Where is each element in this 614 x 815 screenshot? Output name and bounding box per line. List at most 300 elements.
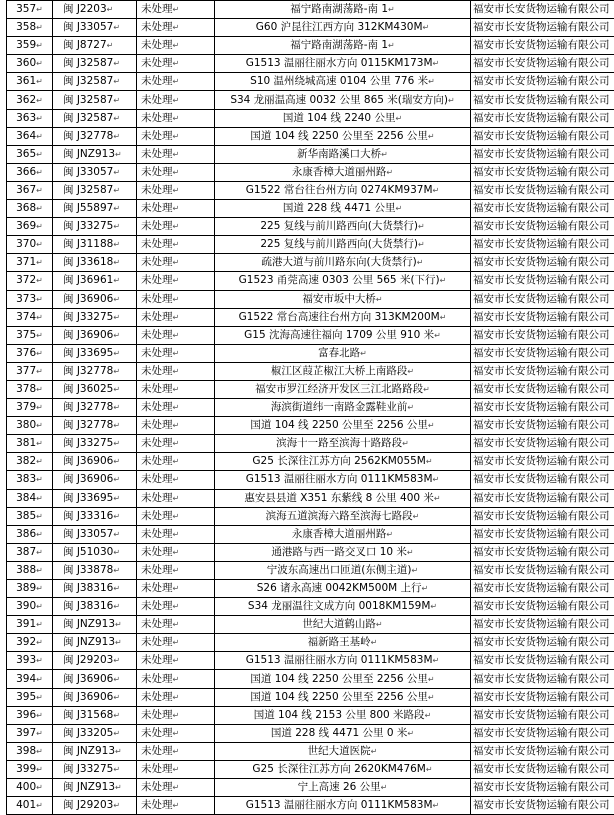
cell-end-mark-icon: ↵: [36, 222, 43, 231]
plate-number-cell: [53, 308, 137, 326]
row-number-cell: [7, 344, 53, 362]
status-cell-text: 未处理: [141, 691, 173, 703]
company-cell-text: 福安市长安货物运输有限公司: [473, 166, 610, 178]
table-row: [7, 507, 614, 525]
table-row: [7, 399, 614, 417]
cell-end-mark-icon: ↵: [388, 41, 395, 50]
row-number-cell: [7, 109, 53, 127]
plate-number-cell: [53, 91, 137, 109]
cell-end-mark-icon: ↵: [36, 403, 43, 412]
row-number-cell: [7, 598, 53, 616]
plate-number-cell-text: 闽 J31188: [63, 238, 113, 250]
row-number-cell-text: 365: [16, 148, 36, 160]
cell-end-mark-icon: ↵: [36, 693, 43, 702]
cell-end-mark-icon: ↵: [115, 783, 122, 792]
violation-table: [6, 0, 614, 815]
row-number-cell: [7, 435, 53, 453]
location-cell: [215, 489, 471, 507]
plate-number-cell: [53, 272, 137, 290]
company-cell: [471, 91, 614, 109]
location-cell: [215, 236, 471, 254]
table-row: [7, 779, 614, 797]
company-cell: [471, 580, 614, 598]
cell-end-mark-icon: ↵: [36, 602, 43, 611]
status-cell-text: 未处理: [141, 202, 173, 214]
cell-end-mark-icon: ↵: [36, 5, 43, 14]
location-cell-text: 福安市坂中大桥: [302, 293, 376, 305]
row-number-cell: [7, 453, 53, 471]
status-cell: [137, 1, 215, 19]
row-number-cell: [7, 37, 53, 55]
company-cell: [471, 760, 614, 778]
plate-number-cell-text: 闽 J32587: [63, 94, 113, 106]
table-row: [7, 598, 614, 616]
location-cell-text: G1522 常台高速往台州方向 313KM200M: [239, 311, 440, 323]
location-cell: [215, 525, 471, 543]
row-number-cell: [7, 797, 53, 815]
company-cell-text: 福安市长安货物运输有限公司: [473, 727, 610, 739]
status-cell-text: 未处理: [141, 347, 173, 359]
cell-end-mark-icon: ↵: [371, 747, 378, 756]
cell-end-mark-icon: ↵: [107, 41, 114, 50]
cell-end-mark-icon: ↵: [36, 150, 43, 159]
row-number-cell-text: 371: [16, 256, 36, 268]
status-cell: [137, 236, 215, 254]
cell-end-mark-icon: ↵: [173, 693, 180, 702]
location-cell: [215, 670, 471, 688]
status-cell-text: 未处理: [141, 799, 173, 811]
plate-number-cell-text: 闽 J51030: [63, 546, 113, 558]
company-cell: [471, 380, 614, 398]
row-number-cell: [7, 399, 53, 417]
status-cell-text: 未处理: [141, 39, 173, 51]
cell-end-mark-icon: ↵: [173, 439, 180, 448]
location-cell-text: S26 诸永高速 0042KM500M 上行: [257, 582, 422, 594]
cell-end-mark-icon: ↵: [36, 494, 43, 503]
cell-end-mark-icon: ↵: [113, 602, 120, 611]
status-cell-text: 未处理: [141, 365, 173, 377]
company-cell: [471, 308, 614, 326]
location-cell: [215, 344, 471, 362]
cell-end-mark-icon: ↵: [423, 385, 430, 394]
location-cell: [215, 507, 471, 525]
table-row: [7, 543, 614, 561]
plate-number-cell-text: 闽 J33275: [63, 220, 113, 232]
plate-number-cell-text: 闽 J36906: [63, 329, 113, 341]
table-row: [7, 236, 614, 254]
location-cell-text: 永康香樟大道丽州路: [292, 166, 387, 178]
cell-end-mark-icon: ↵: [36, 801, 43, 810]
location-cell: [215, 1, 471, 19]
cell-end-mark-icon: ↵: [381, 150, 388, 159]
company-cell: [471, 218, 614, 236]
company-cell-text: 福安市长安货物运输有限公司: [473, 293, 610, 305]
location-cell: [215, 543, 471, 561]
location-cell-text: 惠安县县道 X351 东紫线 8 公里 400 米: [244, 492, 433, 504]
cell-end-mark-icon: ↵: [173, 41, 180, 50]
cell-end-mark-icon: ↵: [113, 566, 120, 575]
cell-end-mark-icon: ↵: [407, 367, 414, 376]
cell-end-mark-icon: ↵: [173, 96, 180, 105]
status-cell-text: 未处理: [141, 673, 173, 685]
status-cell-text: 未处理: [141, 473, 173, 485]
cell-end-mark-icon: ↵: [36, 41, 43, 50]
location-cell: [215, 760, 471, 778]
plate-number-cell-text: 闽 J32587: [63, 184, 113, 196]
cell-end-mark-icon: ↵: [113, 675, 120, 684]
row-number-cell-text: 383: [16, 473, 36, 485]
cell-end-mark-icon: ↵: [36, 711, 43, 720]
cell-end-mark-icon: ↵: [113, 168, 120, 177]
table-row: [7, 362, 614, 380]
company-cell: [471, 561, 614, 579]
row-number-cell: [7, 706, 53, 724]
status-cell: [137, 145, 215, 163]
location-cell: [215, 19, 471, 37]
status-cell: [137, 380, 215, 398]
cell-end-mark-icon: ↵: [115, 638, 122, 647]
cell-end-mark-icon: ↵: [395, 114, 402, 123]
cell-end-mark-icon: ↵: [173, 602, 180, 611]
table-row: [7, 652, 614, 670]
plate-number-cell-text: 闽 J38316: [63, 600, 113, 612]
plate-number-cell: [53, 399, 137, 417]
location-cell-text: 225 复线与前川路西向(大货禁行): [260, 238, 418, 250]
plate-number-cell-text: 闽 J33205: [63, 727, 113, 739]
company-cell: [471, 525, 614, 543]
row-number-cell-text: 381: [16, 437, 36, 449]
row-number-cell-text: 374: [16, 311, 36, 323]
row-number-cell-text: 367: [16, 184, 36, 196]
status-cell: [137, 706, 215, 724]
cell-end-mark-icon: ↵: [113, 530, 120, 539]
cell-end-mark-icon: ↵: [113, 276, 120, 285]
cell-end-mark-icon: ↵: [113, 693, 120, 702]
cell-end-mark-icon: ↵: [173, 258, 180, 267]
table-row: [7, 37, 614, 55]
cell-end-mark-icon: ↵: [173, 204, 180, 213]
status-cell: [137, 580, 215, 598]
company-cell-text: 福安市长安货物运输有限公司: [473, 582, 610, 594]
location-cell-text: G15 沈海高速往福向 1709 公里 910 米: [244, 329, 434, 341]
status-cell-text: 未处理: [141, 492, 173, 504]
cell-end-mark-icon: ↵: [113, 584, 120, 593]
cell-end-mark-icon: ↵: [402, 439, 409, 448]
plate-number-cell-text: 闽 J33057: [63, 528, 113, 540]
company-cell-text: 福安市长安货物运输有限公司: [473, 57, 610, 69]
cell-end-mark-icon: ↵: [113, 367, 120, 376]
status-cell: [137, 163, 215, 181]
status-cell-text: 未处理: [141, 184, 173, 196]
plate-number-cell-text: 闽 J33316: [63, 510, 113, 522]
plate-number-cell: [53, 525, 137, 543]
row-number-cell: [7, 380, 53, 398]
status-cell: [137, 760, 215, 778]
cell-end-mark-icon: ↵: [360, 349, 367, 358]
row-number-cell-text: 359: [16, 39, 36, 51]
table-row: [7, 55, 614, 73]
company-cell: [471, 616, 614, 634]
location-cell-text: G1523 甬莞高速 0303 公里 565 米(下行): [239, 274, 440, 286]
status-cell-text: 未处理: [141, 166, 173, 178]
row-number-cell-text: 357: [16, 3, 36, 15]
status-cell: [137, 670, 215, 688]
company-cell-text: 福安市长安货物运输有限公司: [473, 130, 610, 142]
status-cell: [137, 399, 215, 417]
cell-end-mark-icon: ↵: [113, 258, 120, 267]
company-cell: [471, 435, 614, 453]
location-cell: [215, 688, 471, 706]
status-cell-text: 未处理: [141, 3, 173, 15]
location-cell-text: 国道 228 线 4471 公里 0 米: [271, 727, 407, 739]
row-number-cell: [7, 634, 53, 652]
plate-number-cell-text: 闽 J33057: [63, 21, 113, 33]
cell-end-mark-icon: ↵: [36, 23, 43, 32]
cell-end-mark-icon: ↵: [36, 457, 43, 466]
row-number-cell-text: 376: [16, 347, 36, 359]
status-cell: [137, 616, 215, 634]
location-cell: [215, 37, 471, 55]
plate-number-cell-text: 闽 JNZ913: [63, 618, 115, 630]
company-cell-text: 福安市长安货物运输有限公司: [473, 745, 610, 757]
cell-end-mark-icon: ↵: [113, 313, 120, 322]
status-cell: [137, 127, 215, 145]
status-cell-text: 未处理: [141, 763, 173, 775]
company-cell: [471, 507, 614, 525]
cell-end-mark-icon: ↵: [433, 475, 440, 484]
plate-number-cell: [53, 634, 137, 652]
status-cell-text: 未处理: [141, 546, 173, 558]
cell-end-mark-icon: ↵: [433, 59, 440, 68]
company-cell: [471, 236, 614, 254]
cell-end-mark-icon: ↵: [173, 132, 180, 141]
cell-end-mark-icon: ↵: [115, 150, 122, 159]
status-cell-text: 未处理: [141, 636, 173, 648]
cell-end-mark-icon: ↵: [36, 168, 43, 177]
cell-end-mark-icon: ↵: [433, 656, 440, 665]
status-cell-text: 未处理: [141, 329, 173, 341]
plate-number-cell: [53, 760, 137, 778]
location-cell: [215, 471, 471, 489]
table-row: [7, 561, 614, 579]
cell-end-mark-icon: ↵: [388, 5, 395, 14]
cell-end-mark-icon: ↵: [448, 96, 455, 105]
company-cell: [471, 181, 614, 199]
cell-end-mark-icon: ↵: [173, 675, 180, 684]
plate-number-cell: [53, 290, 137, 308]
status-cell: [137, 91, 215, 109]
cell-end-mark-icon: ↵: [113, 711, 120, 720]
status-cell-text: 未处理: [141, 57, 173, 69]
cell-end-mark-icon: ↵: [36, 620, 43, 629]
company-cell-text: 福安市长安货物运输有限公司: [473, 94, 610, 106]
row-number-cell-text: 392: [16, 636, 36, 648]
status-cell: [137, 435, 215, 453]
cell-end-mark-icon: ↵: [113, 512, 120, 521]
plate-number-cell-text: 闽 J36025: [63, 383, 113, 395]
row-number-cell-text: 394: [16, 673, 36, 685]
cell-end-mark-icon: ↵: [36, 258, 43, 267]
cell-end-mark-icon: ↵: [113, 457, 120, 466]
cell-end-mark-icon: ↵: [113, 801, 120, 810]
location-cell-text: 滨海五道滨海六路至滨海七路段: [266, 510, 413, 522]
row-number-cell-text: 387: [16, 546, 36, 558]
plate-number-cell-text: 闽 J36906: [63, 455, 113, 467]
cell-end-mark-icon: ↵: [36, 729, 43, 738]
location-cell-text: G60 沪昆往江西方向 312KM430M: [256, 21, 423, 33]
table-row: [7, 272, 614, 290]
row-number-cell-text: 380: [16, 419, 36, 431]
location-cell: [215, 634, 471, 652]
cell-end-mark-icon: ↵: [418, 240, 425, 249]
row-number-cell: [7, 145, 53, 163]
row-number-cell: [7, 507, 53, 525]
status-cell: [137, 181, 215, 199]
cell-end-mark-icon: ↵: [173, 150, 180, 159]
row-number-cell-text: 390: [16, 600, 36, 612]
cell-end-mark-icon: ↵: [36, 114, 43, 123]
plate-number-cell-text: 闽 J33275: [63, 763, 113, 775]
cell-end-mark-icon: ↵: [428, 693, 435, 702]
location-cell: [215, 580, 471, 598]
row-number-cell-text: 366: [16, 166, 36, 178]
status-cell-text: 未处理: [141, 401, 173, 413]
plate-number-cell-text: 闽 J36906: [63, 691, 113, 703]
cell-end-mark-icon: ↵: [113, 475, 120, 484]
cell-end-mark-icon: ↵: [407, 403, 414, 412]
company-cell-text: 福安市长安货物运输有限公司: [473, 365, 610, 377]
status-cell: [137, 290, 215, 308]
company-cell-text: 福安市长安货物运输有限公司: [473, 39, 610, 51]
table-row: [7, 706, 614, 724]
status-cell-text: 未处理: [141, 274, 173, 286]
plate-number-cell: [53, 344, 137, 362]
cell-end-mark-icon: ↵: [173, 403, 180, 412]
cell-end-mark-icon: ↵: [36, 439, 43, 448]
row-number-cell-text: 385: [16, 510, 36, 522]
plate-number-cell-text: 闽 JNZ913: [63, 745, 115, 757]
row-number-cell-text: 361: [16, 75, 36, 87]
row-number-cell-text: 368: [16, 202, 36, 214]
location-cell: [215, 616, 471, 634]
plate-number-cell: [53, 797, 137, 815]
company-cell: [471, 417, 614, 435]
cell-end-mark-icon: ↵: [173, 23, 180, 32]
plate-number-cell: [53, 471, 137, 489]
row-number-cell: [7, 688, 53, 706]
location-cell: [215, 797, 471, 815]
status-cell: [137, 598, 215, 616]
plate-number-cell-text: 闽 J33275: [63, 437, 113, 449]
row-number-cell-text: 379: [16, 401, 36, 413]
plate-number-cell-text: 闽 J32778: [63, 401, 113, 413]
cell-end-mark-icon: ↵: [173, 385, 180, 394]
table-row: [7, 760, 614, 778]
plate-number-cell-text: 闽 J33618: [63, 256, 113, 268]
cell-end-mark-icon: ↵: [36, 295, 43, 304]
status-cell: [137, 543, 215, 561]
location-cell: [215, 742, 471, 760]
company-cell-text: 福安市长安货物运输有限公司: [473, 510, 610, 522]
cell-end-mark-icon: ↵: [173, 5, 180, 14]
location-cell-text: 225 复线与前川路西向(大货禁行): [260, 220, 418, 232]
location-cell: [215, 453, 471, 471]
table-row: [7, 489, 614, 507]
row-number-cell-text: 389: [16, 582, 36, 594]
company-cell-text: 福安市长安货物运输有限公司: [473, 274, 610, 286]
location-cell-text: G25 长深往江苏方向 2562KM055M: [252, 455, 425, 467]
status-cell-text: 未处理: [141, 293, 173, 305]
location-cell-text: 国道 228 线 4471 公里: [283, 202, 396, 214]
status-cell: [137, 797, 215, 815]
location-cell: [215, 326, 471, 344]
status-cell-text: 未处理: [141, 564, 173, 576]
cell-end-mark-icon: ↵: [36, 421, 43, 430]
company-cell: [471, 163, 614, 181]
violation-table-body: [7, 1, 614, 815]
status-cell-text: 未处理: [141, 256, 173, 268]
table-row: [7, 109, 614, 127]
cell-end-mark-icon: ↵: [113, 114, 120, 123]
company-cell: [471, 724, 614, 742]
cell-end-mark-icon: ↵: [36, 548, 43, 557]
location-cell-text: 国道 104 线 2250 公里至 2256 公里: [250, 419, 428, 431]
status-cell-text: 未处理: [141, 148, 173, 160]
cell-end-mark-icon: ↵: [36, 59, 43, 68]
plate-number-cell: [53, 652, 137, 670]
company-cell-text: 福安市长安货物运输有限公司: [473, 763, 610, 775]
company-cell-text: 福安市长安货物运输有限公司: [473, 437, 610, 449]
company-cell: [471, 706, 614, 724]
cell-end-mark-icon: ↵: [113, 204, 120, 213]
company-cell: [471, 127, 614, 145]
location-cell-text: 世纪大道医院: [308, 745, 371, 757]
plate-number-cell: [53, 543, 137, 561]
cell-end-mark-icon: ↵: [371, 638, 378, 647]
plate-number-cell: [53, 688, 137, 706]
plate-number-cell: [53, 181, 137, 199]
status-cell-text: 未处理: [141, 745, 173, 757]
row-number-cell: [7, 616, 53, 634]
company-cell: [471, 290, 614, 308]
row-number-cell: [7, 91, 53, 109]
table-row: [7, 218, 614, 236]
row-number-cell: [7, 218, 53, 236]
row-number-cell-text: 373: [16, 293, 36, 305]
location-cell-text: 通港路与西一路交叉口 10 米: [271, 546, 407, 558]
cell-end-mark-icon: ↵: [423, 23, 430, 32]
status-cell: [137, 254, 215, 272]
cell-end-mark-icon: ↵: [426, 765, 433, 774]
location-cell: [215, 91, 471, 109]
cell-end-mark-icon: ↵: [36, 747, 43, 756]
cell-end-mark-icon: ↵: [425, 711, 432, 720]
company-cell: [471, 471, 614, 489]
row-number-cell: [7, 417, 53, 435]
plate-number-cell-text: 闽 J29203: [63, 799, 113, 811]
cell-end-mark-icon: ↵: [407, 729, 414, 738]
cell-end-mark-icon: ↵: [36, 367, 43, 376]
location-cell: [215, 561, 471, 579]
plate-number-cell: [53, 380, 137, 398]
company-cell-text: 福安市长安货物运输有限公司: [473, 618, 610, 630]
cell-end-mark-icon: ↵: [173, 512, 180, 521]
row-number-cell-text: 364: [16, 130, 36, 142]
row-number-cell: [7, 724, 53, 742]
cell-end-mark-icon: ↵: [36, 512, 43, 521]
status-cell-text: 未处理: [141, 618, 173, 630]
plate-number-cell-text: 闽 J36906: [63, 673, 113, 685]
